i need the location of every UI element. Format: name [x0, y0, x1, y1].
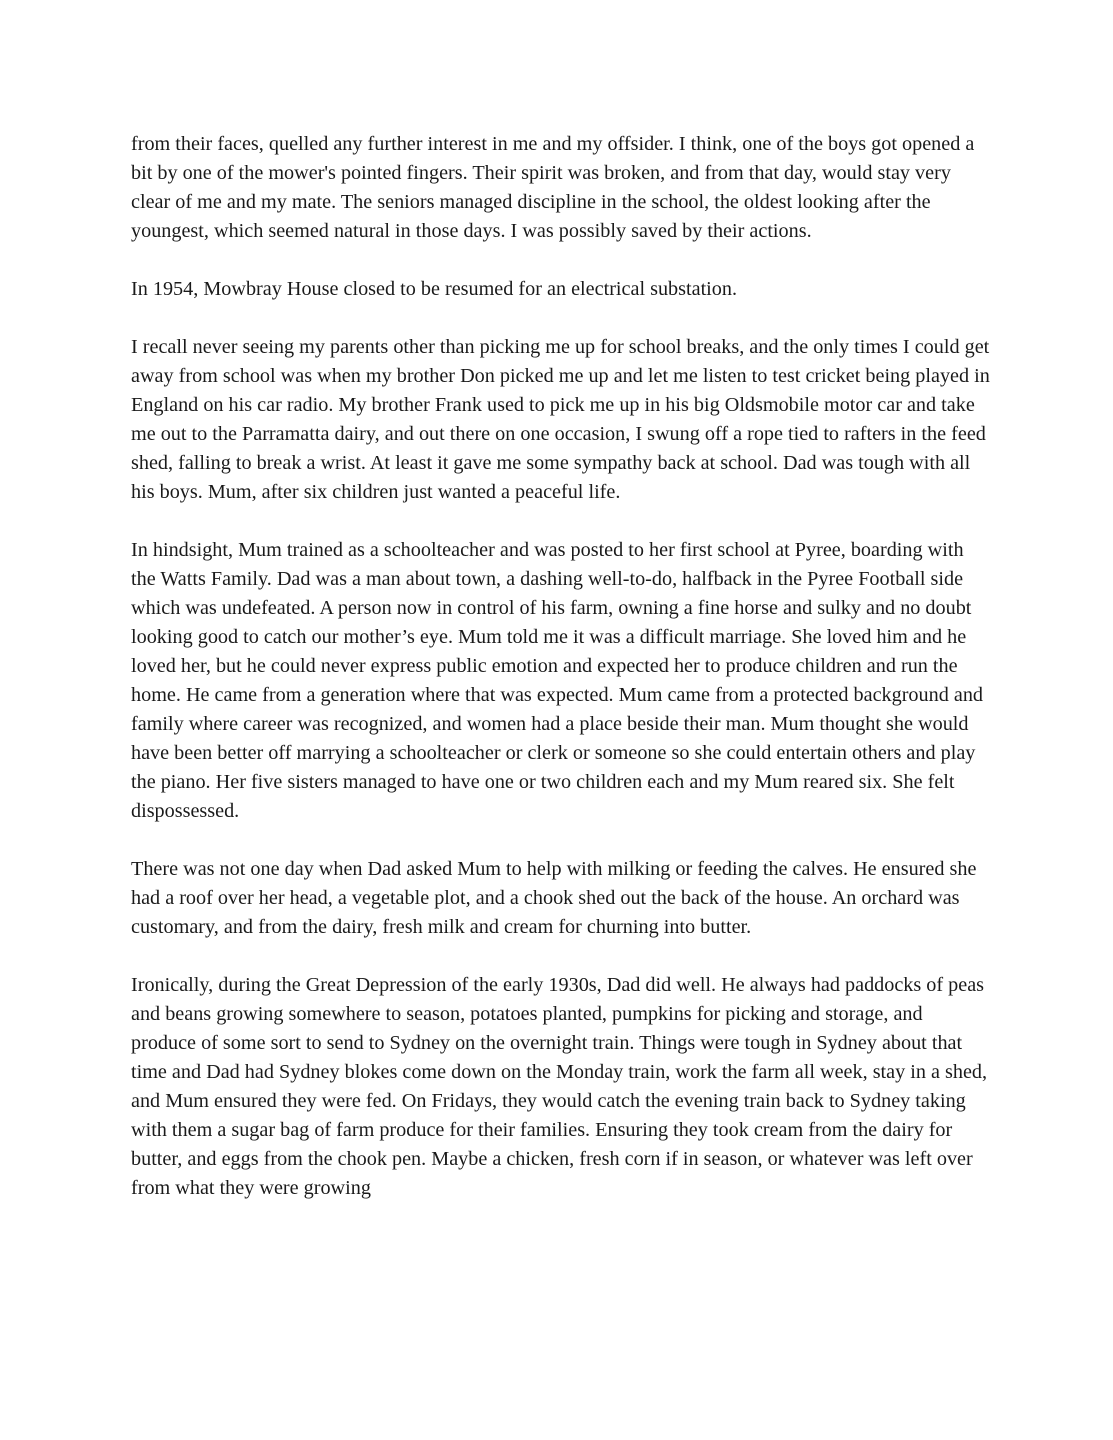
paragraph-5: There was not one day when Dad asked Mum to help with milking or feeding the calves. He ensured she had a roof over her head, a vegetable plot, and a chook shed out the back of the house. An orchard was customary, and from the dairy, fresh milk and cream for churning into butter.: [131, 858, 977, 938]
document-body: [131, 130, 991, 1203]
paragraph-2: In 1954, Mowbray House closed to be resumed for an electrical substation.: [131, 278, 738, 300]
paragraph-1: from their faces, quelled any further interest in me and my offsider. I think, one of the boys got opened a bit by one of the mower's pointed fingers. Their spirit was broken, and from that day, would stay very clear of me and my mate. The seniors managed discipline in the school, the oldest looking after the youngest, which seemed natural in those days. I was possibly saved by their actions.: [131, 133, 975, 242]
paragraph-6: Ironically, during the Great Depression of the early 1930s, Dad did well. He always had paddocks of peas and beans growing somewhere to season, potatoes planted, pumpkins for picking and storage, and produce of some sort to send to Sydney on the overnight train. Things were tough in Sydney about that time and Dad had Sydney blokes come down on the Monday train, work the farm all week, stay in a shed, and Mum ensured they were fed. On Fridays, they would catch the evening train back to Sydney taking with them a sugar bag of farm produce for their families. Ensuring they took cream from the dairy for butter, and eggs from the chook pen. Maybe a chicken, fresh corn if in season, or whatever was left over from what they were growing: [131, 974, 988, 1199]
paragraph-3: I recall never seeing my parents other than picking me up for school breaks, and the only times I could get away from school was when my brother Don picked me up and let me listen to test cricket being played in England on his car radio. My brother Frank used to pick me up in his big Oldsmobile motor car and take me out to the Parramatta dairy, and out there on one occasion, I swung off a rope tied to rafters in the feed shed, falling to break a wrist. At least it gave me some sympathy back at school. Dad was tough with all his boys. Mum, after six children just wanted a peaceful life.: [131, 336, 990, 503]
paragraph-4: In hindsight, Mum trained as a schoolteacher and was posted to her first school at Pyree, boarding with the Watts Family. Dad was a man about town, a dashing well-to-do, halfback in the Pyree Football side which was undefeated. A person now in control of his farm, owning a fine horse and sulky and no doubt looking good to catch our mother’s eye. Mum told me it was a difficult marriage. She loved him and he loved her, but he could never express public emotion and expected her to produce children and run the home. He came from a generation where that was expected. Mum came from a protected background and family where career was recognized, and women had a place beside their man. Mum thought she would have been better off marrying a schoolteacher or clerk or someone so she could entertain others and play the piano. Her five sisters managed to have one or two children each and my Mum reared six. She felt dispossessed.: [131, 539, 984, 822]
